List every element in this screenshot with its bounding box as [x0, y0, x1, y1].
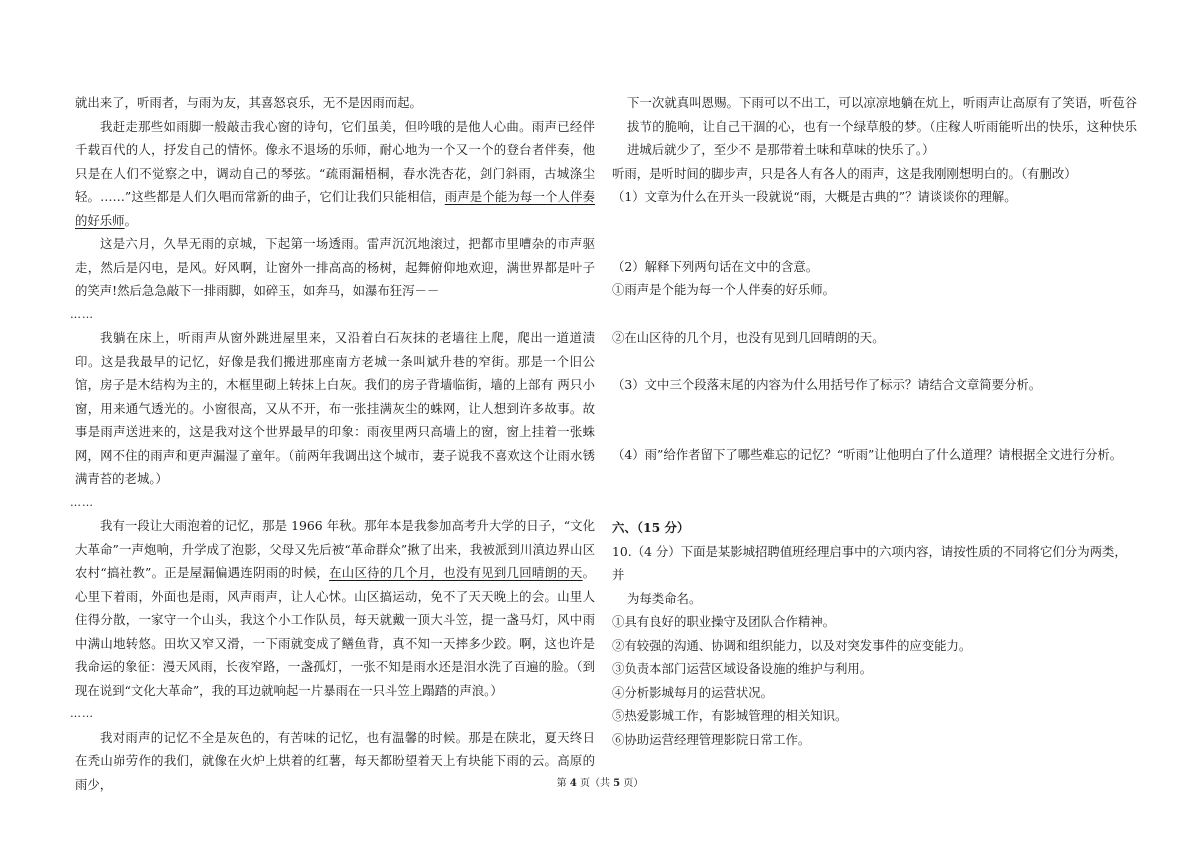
paragraph-5 [75, 514, 595, 702]
left-column [70, 91, 596, 796]
underlined-sentence-2: 在山区待的几个月，也没有见到几回晴朗的天 [329, 565, 583, 580]
ellipsis-3: …… [70, 707, 94, 720]
paragraph-2 [75, 115, 595, 233]
list-item: ⑥协助运营经理管理影院日常工作。 [612, 731, 811, 747]
footer-prefix: 第 [556, 778, 570, 789]
list-item: ②有较强的沟通、协调和组织能力，以及对突发事件的应变能力。 [612, 637, 972, 653]
footer-suffix: 页） [620, 778, 644, 789]
total-pages: 5 [613, 778, 621, 789]
question-2: （2）解释下列两句话在文中的含意。 [612, 258, 819, 274]
question-4: （4）雨”给作者留下了哪些难忘的记忆？“听雨”让他明白了什么道理？请根据全文进行分析。 [612, 446, 1123, 462]
question-1: （1）文章为什么在开头一段就说“雨，大概是古典的”？请谈谈你的理解。 [612, 189, 1017, 204]
question-2-item-2: ②在山区待的几个月，也没有见到几回晴朗的天。 [612, 329, 885, 345]
underlined-sentence-1: 雨声是个能为每一个人伴奏的好乐师 [75, 189, 595, 228]
list-item: ①具有良好的职业操守及团队合作精神。 [612, 614, 836, 629]
footer-middle: 页（共 [576, 778, 614, 789]
list-item: ③负责本部门运营区域设备设施的维护与利用。 [612, 661, 873, 676]
paragraph-2-end: 。 [124, 212, 137, 228]
question-10: 10.（4 分）下面是某影城招聘值班经理启事中的六项内容，请按性质的不同将它们分为两类，并 [612, 543, 1127, 582]
paragraph-1: 就出来了，听雨者，与雨为友，其喜怒哀乐，无不是因雨而起。 [75, 95, 422, 110]
list-item: ④分析影城每月的运营状况。 [612, 684, 774, 700]
ellipsis-2: …… [70, 495, 94, 509]
paragraph-2-text: 我赶走那些如雨脚一般敲击我心窗的诗句，它们虽美，但吟哦的是他人心曲。雨声已经伴千载百代的人，抒发自己的情怀。像永不退场的乐师，耐心地为一个又一个的登台者伴奏，他只是在人们不觉察之中，调动自己的琴弦。“疏雨漏梧桐，春水洗杏花，剑门斜雨，古城涤尘轻。……”这些都是人们久唱而常新的曲子，它们让我们只能相信， [75, 118, 595, 204]
question-10-continued: 为每类命名。 [627, 590, 702, 606]
paragraph-4: 我躺在床上，听雨声从窗外跳进屋里来，又沿着白石灰抹的老墙往上爬，爬出一道道渍印。这是我最早的记忆，好像是我们搬进那座南方老城一条叫斌升巷的窄街。那是一个旧公馆，房子是木结构为主的，木框里砌上转抹上白灰。我们的房子背墙临街，墙的上部有 两只小窗，用来通气透光的。小窗很高，又从不开，布一张挂满灰尘的蛛网，让人想到许多故事。故事是雨声送进来的，这是我对这个世界最早的印象：雨夜里两只高墙上的窗，窗上挂着一张蛛网，网不住的雨声和更声漏湿了童年。（前两年我调出这个城市，妻子说我不喜欢这个让雨水锈满青苔的老城。） [75, 330, 595, 486]
paragraph-6-continued: 下一次就真叫恩赐。下雨可以不出工，可以凉凉地躺在炕上，听雨声让高原有了笑语，听苞谷拔节的脆响，让自己干涸的心，也有一个绿草般的梦。（庄稼人听雨能听出的快乐，这种快乐进城后就少了，至少不 是那带着土味和草味的快乐了。） [627, 95, 1137, 157]
paragraph-7: 听雨，是听时间的脚步声，只是各人有各人的雨声，这是我刚刚想明白的。（有删改） [612, 165, 1077, 181]
question-3: （3）文中三个段落末尾的内容为什么用括号作了标示？请结合文章简要分析。 [612, 377, 1042, 392]
answer-space-2a [612, 302, 1137, 326]
list-item: ⑤热爱影城工作，有影城管理的相关知识。 [612, 708, 848, 723]
paragraph-5-end: 。心里下着雨，外面也是雨，风声雨声，让人心怵。山区搞运动，免不了天天晚上的会。山里人住得分散，一家守一个山头，我这个小工作队员，每天就戴一顶大斗笠，提一盏马灯，风中雨中满山地转悠。田坎又窄又滑，一下雨就变成了鳝鱼背，真不知一天摔多少跤。啊，这也许是我命运的象征：漫天风雨，长夜窄路，一盏孤灯，一张不知是雨水还是泪水洗了百遍的脸。（到现在说到“文化大革命”，我的耳边就响起一片暴雨在一只斗笠上蹋踏的声浪。） [75, 565, 596, 698]
question-2-item-1: ①雨声是个能为每一个人伴奏的好乐师。 [612, 282, 836, 297]
paragraph-6: 我对雨声的记忆不全是灰色的，有苦味的记忆，也有温馨的时候。那是在陕北，夏天终日在秃山峁劳作的我们，就像在火炉上烘着的红薯，每天都盼望着天上有块能下雨的云。高原的雨少， [75, 729, 595, 792]
ellipsis-1: …… [70, 307, 94, 321]
paragraph-3: 这是六月，久旱无雨的京城，下起第一场透雨。雷声沉沉地滚过，把都市里嘈杂的市声驱走，然后是闪电，是风。好风啊，让窗外一排高高的杨树，起舞俯仰地欢迎，满世界都是叶子的笑声!然后急急敲下一排雨脚，如碎玉，如奔马，如瀑布狂泻－－ [75, 236, 595, 298]
paragraph-5-text: 我有一段让大雨泡着的记忆，那是 1966 年秋。那年本是我参加高考升大学的日子，“文化大革命”一声炮响，升学成了泡影，父母又先后被“革命群众”揪了出来，我被派到川滇边界山区农村“搞社教”。正是屋漏偏遇连阴雨的时候， [75, 518, 595, 580]
page-number: 4 [569, 778, 577, 789]
answer-space-4 [612, 466, 1137, 516]
right-column [612, 91, 1137, 751]
page-footer [0, 774, 1200, 789]
answer-space-2b [612, 349, 1137, 373]
section-6-title: 六、（15 分） [612, 520, 690, 535]
answer-space-1 [612, 209, 1137, 255]
answer-space-3 [612, 397, 1137, 443]
